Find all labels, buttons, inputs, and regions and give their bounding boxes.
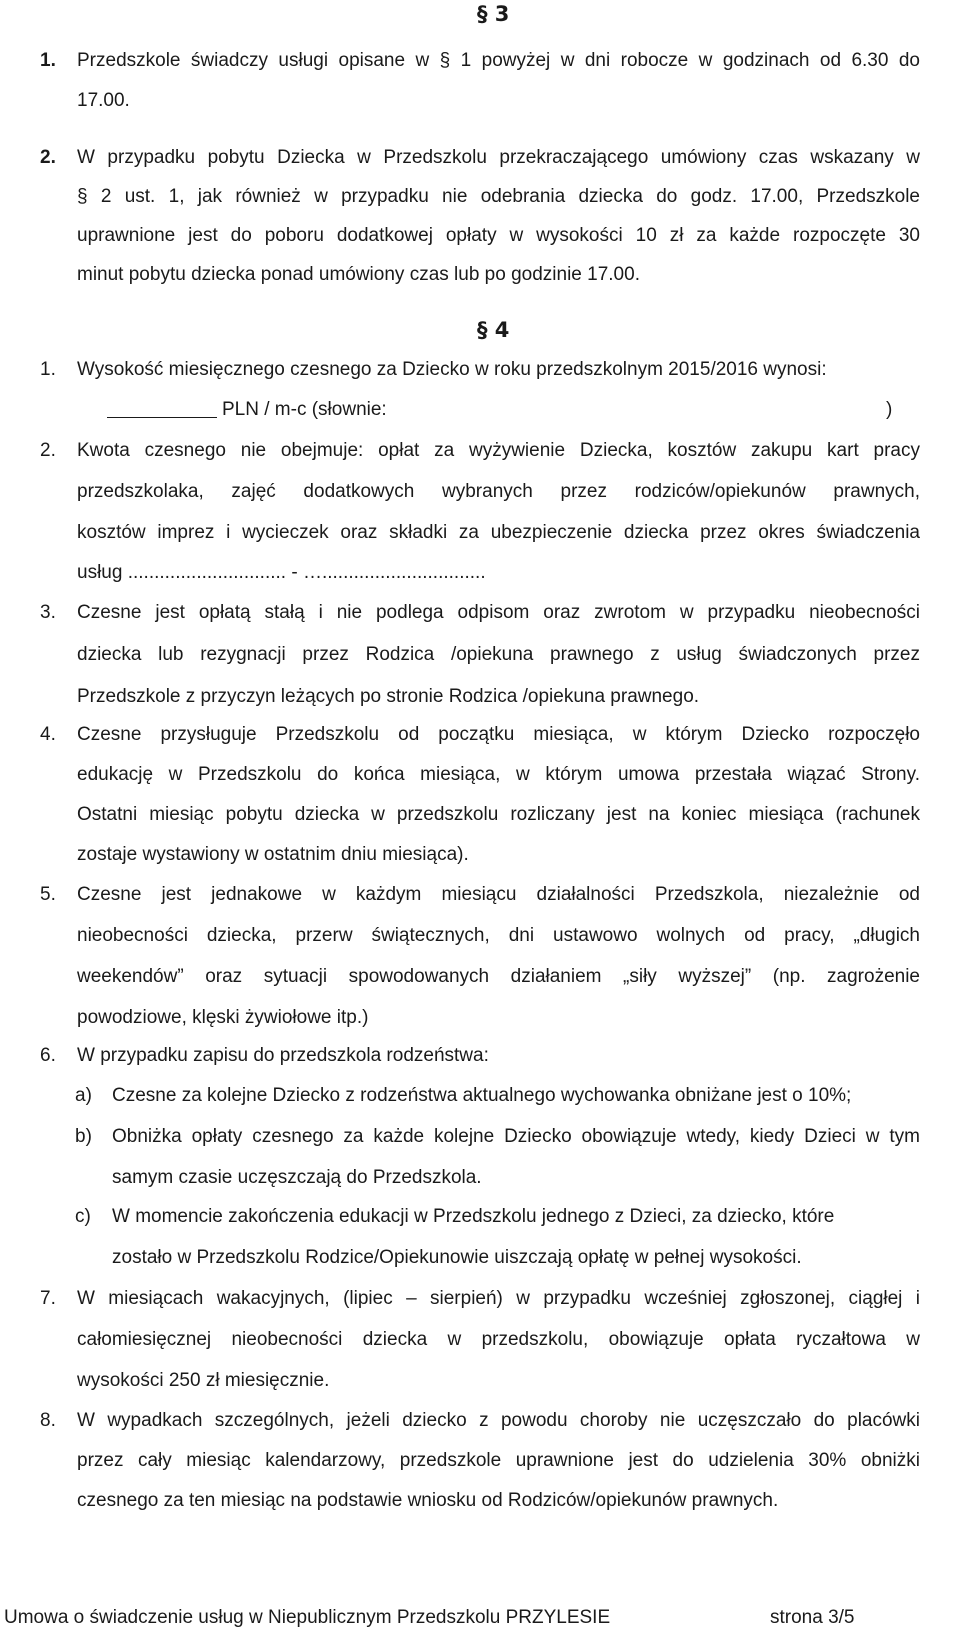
section-4-item-8 bbox=[40, 1410, 920, 1530]
item-text-line: nieobecności dziecka, przerw świątecznych, dni ustawowo wolnych od pracy, „długich bbox=[77, 925, 920, 946]
item-text-line: 17.00. bbox=[77, 90, 130, 111]
section-3-header: § 3 bbox=[477, 2, 510, 26]
item-text-line: powodziowe, klęski żywiołowe itp.) bbox=[77, 1007, 369, 1028]
footer-page-number: strona 3/5 bbox=[770, 1607, 855, 1628]
item-text-line: Czesne jest jednakowe w każdym miesiącu działalności Przedszkola, niezależnie od bbox=[77, 884, 920, 905]
section-4-item-6 bbox=[40, 1045, 920, 1075]
footer-title: Umowa o świadczenie usług w Niepublicznym Przedszkolu PRZYLESIE bbox=[4, 1607, 611, 1628]
item-text-line: zostało w Przedszkolu Rodzice/Opiekunowie uiszczają opłatę w pełnej wysokości. bbox=[112, 1247, 802, 1268]
item-text-line: Przedszkole świadczy usługi opisane w § 1 powyżej w dni robocze w godzinach od 6.30 do bbox=[77, 50, 920, 71]
item-text-line: W miesiącach wakacyjnych, (lipiec – sierpień) w przypadku wcześniej zgłoszonej, ciągłej i bbox=[77, 1288, 920, 1309]
item-text-line: W przypadku pobytu Dziecka w Przedszkolu przekraczającego umówiony czas wskazany w bbox=[77, 147, 920, 168]
item-text-line: weekendów” oraz sytuacji spowodowanych działaniem „siły wyższej” (np. zagrożenie bbox=[77, 966, 920, 987]
item-text-line: Czesne przysługuje Przedszkolu od początku miesiąca, w którym Dziecko rozpoczęło bbox=[77, 724, 920, 745]
item-number: 1. bbox=[40, 359, 56, 380]
item-text-line: W wypadkach szczególnych, jeżeli dziecko z powodu choroby nie uczęszczało do placówki bbox=[77, 1410, 920, 1431]
subitem-label: c) bbox=[75, 1206, 91, 1227]
section-4-item-5 bbox=[40, 884, 920, 1034]
item-text-line: kosztów imprez i wycieczek oraz składki za ubezpieczenie dziecka przez okres świadczenia bbox=[77, 522, 920, 543]
item-text-line: wysokości 250 zł miesięcznie. bbox=[77, 1370, 330, 1391]
item-text-line: samym czasie uczęszczają do Przedszkola. bbox=[112, 1167, 482, 1188]
fee-words-close: ) bbox=[886, 399, 893, 420]
section-4-header: § 4 bbox=[477, 318, 510, 342]
item-text-line: Obniżka opłaty czesnego za każde kolejne Dziecko obowiązuje wtedy, kiedy Dzieci w tym bbox=[112, 1126, 920, 1147]
section-4-item-2 bbox=[40, 440, 920, 590]
item-text-line: Czesne za kolejne Dziecko z rodzeństwa aktualnego wychowanka obniżane jest o 10%; bbox=[112, 1085, 852, 1106]
item-number: 6. bbox=[40, 1045, 56, 1066]
section-4-item-7 bbox=[40, 1288, 920, 1408]
item-text-line: przez cały miesiąc kalendarzowy, przedszkole uprawnione jest do udzielenia 30% obniżki bbox=[77, 1450, 920, 1471]
item-text-line: edukację w Przedszkolu do końca miesiąca, w którym umowa przestała wiązać Strony. bbox=[77, 764, 920, 785]
subitem-c bbox=[75, 1206, 920, 1286]
item-number: 8. bbox=[40, 1410, 56, 1431]
item-text-line: W momencie zakończenia edukacji w Przedszkolu jednego z Dzieci, za dziecko, które bbox=[112, 1206, 835, 1227]
item-number: 3. bbox=[40, 602, 56, 623]
subitem-b bbox=[75, 1126, 920, 1206]
item-text-line: uprawnione jest do poboru dodatkowej opłaty w wysokości 10 zł za każde rozpoczęte 30 bbox=[77, 225, 920, 246]
item-text-line: dziecka lub rezygnacji przez Rodzica /opiekuna prawnego z usług świadczonych przez bbox=[77, 644, 920, 665]
item-text-line: minut pobytu dziecka ponad umówiony czas lub po godzinie 17.00. bbox=[77, 264, 640, 285]
subitem-label: b) bbox=[75, 1126, 92, 1147]
item-text-line: W przypadku zapisu do przedszkola rodzeństwa: bbox=[77, 1045, 489, 1066]
item-text-line: § 2 ust. 1, jak również w przypadku nie odebrania dziecka do godz. 17.00, Przedszkole bbox=[77, 186, 920, 207]
item-text-line: Ostatni miesiąc pobytu dziecka w przedszkolu rozliczany jest na koniec miesiąca (rachunek bbox=[77, 804, 920, 825]
item-text-line: czesnego za ten miesiąc na podstawie wniosku od Rodziców/opiekunów prawnych. bbox=[77, 1490, 779, 1511]
item-number: 2. bbox=[40, 440, 56, 461]
item-text-line: zostaje wystawiony w ostatnim dniu miesiąca). bbox=[77, 844, 469, 865]
section-3-item-2 bbox=[40, 147, 920, 307]
item-number: 5. bbox=[40, 884, 56, 905]
item-text-line: całomiesięcznej nieobecności dziecka w przedszkolu, obowiązuje opłata ryczałtowa w bbox=[77, 1329, 920, 1350]
section-4-item-3 bbox=[40, 602, 920, 722]
section-3-item-1 bbox=[40, 50, 920, 130]
subitem-a bbox=[75, 1085, 920, 1115]
item-number: 7. bbox=[40, 1288, 56, 1309]
item-text-line: Wysokość miesięcznego czesnego za Dziecko w roku przedszkolnym 2015/2016 wynosi: bbox=[77, 359, 827, 380]
item-number: 4. bbox=[40, 724, 56, 745]
section-4-item-4 bbox=[40, 724, 920, 874]
item-text-line: usług .............................. - …............................... bbox=[77, 562, 486, 583]
item-text-line: Czesne jest opłatą stałą i nie podlega odpisom oraz zwrotom w przypadku nieobecności bbox=[77, 602, 920, 623]
item-text-line: Przedszkole z przyczyn leżących po stronie Rodzica /opiekuna prawnego. bbox=[77, 686, 700, 707]
fee-amount-blank bbox=[107, 417, 217, 418]
item-number: 2. bbox=[40, 147, 56, 168]
fee-amount-label: PLN / m-c (słownie: bbox=[222, 399, 387, 420]
item-number: 1. bbox=[40, 50, 56, 71]
section-4-item-1 bbox=[40, 359, 920, 429]
item-text-line: przedszkolaka, zajęć dodatkowych wybranych przez rodziców/opiekunów prawnych, bbox=[77, 481, 920, 502]
subitem-label: a) bbox=[75, 1085, 92, 1106]
item-text-line: Kwota czesnego nie obejmuje: opłat za wyżywienie Dziecka, kosztów zakupu kart pracy bbox=[77, 440, 920, 461]
